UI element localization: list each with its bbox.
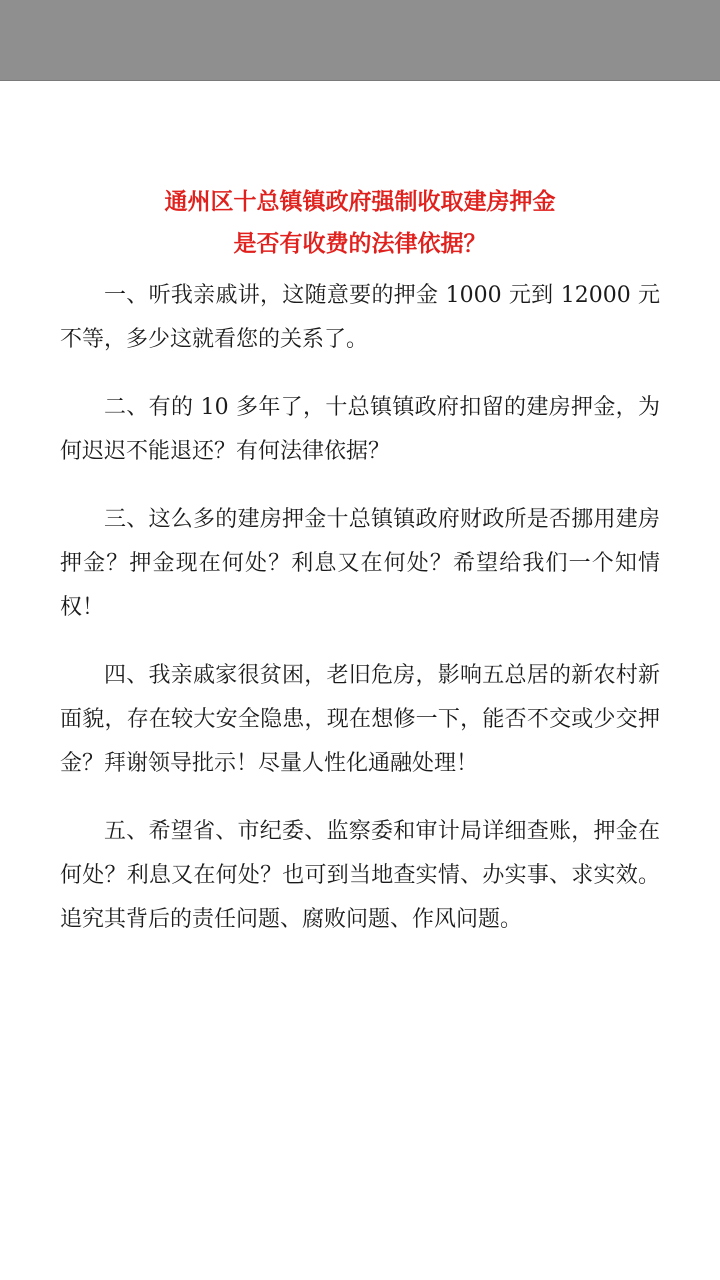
title-line-2: 是否有收费的法律依据？ — [233, 231, 487, 257]
document-title — [0, 182, 720, 264]
paragraph-4: 四、我亲戚家很贫困，老旧危房，影响五总居的新农村新面貌，存在较大安全隐患，现在想修一下，能否不交或少交押金？拜谢领导批示！尽量人性化通融处理！ — [60, 663, 660, 776]
top-bar — [0, 0, 720, 81]
title-line-1: 通州区十总镇镇政府强制收取建房押金 — [164, 189, 556, 215]
document-body — [60, 274, 660, 966]
paragraph-1: 一、听我亲戚讲，这随意要的押金 1000 元到 12000 元不等，多少这就看您的关系了。 — [60, 283, 660, 352]
paragraph-3: 三、这么多的建房押金十总镇镇政府财政所是否挪用建房押金？押金现在何处？利息又在何处？希望给我们一个知情权！ — [60, 507, 660, 620]
paragraph-5: 五、希望省、市纪委、监察委和审计局详细查账，押金在何处？利息又在何处？也可到当地查实情、办实事、求实效。追究其背后的责任问题、腐败问题、作风问题。 — [60, 819, 660, 932]
paragraph-2: 二、有的 10 多年了，十总镇镇政府扣留的建房押金，为何迟迟不能退还？有何法律依据？ — [60, 395, 660, 464]
